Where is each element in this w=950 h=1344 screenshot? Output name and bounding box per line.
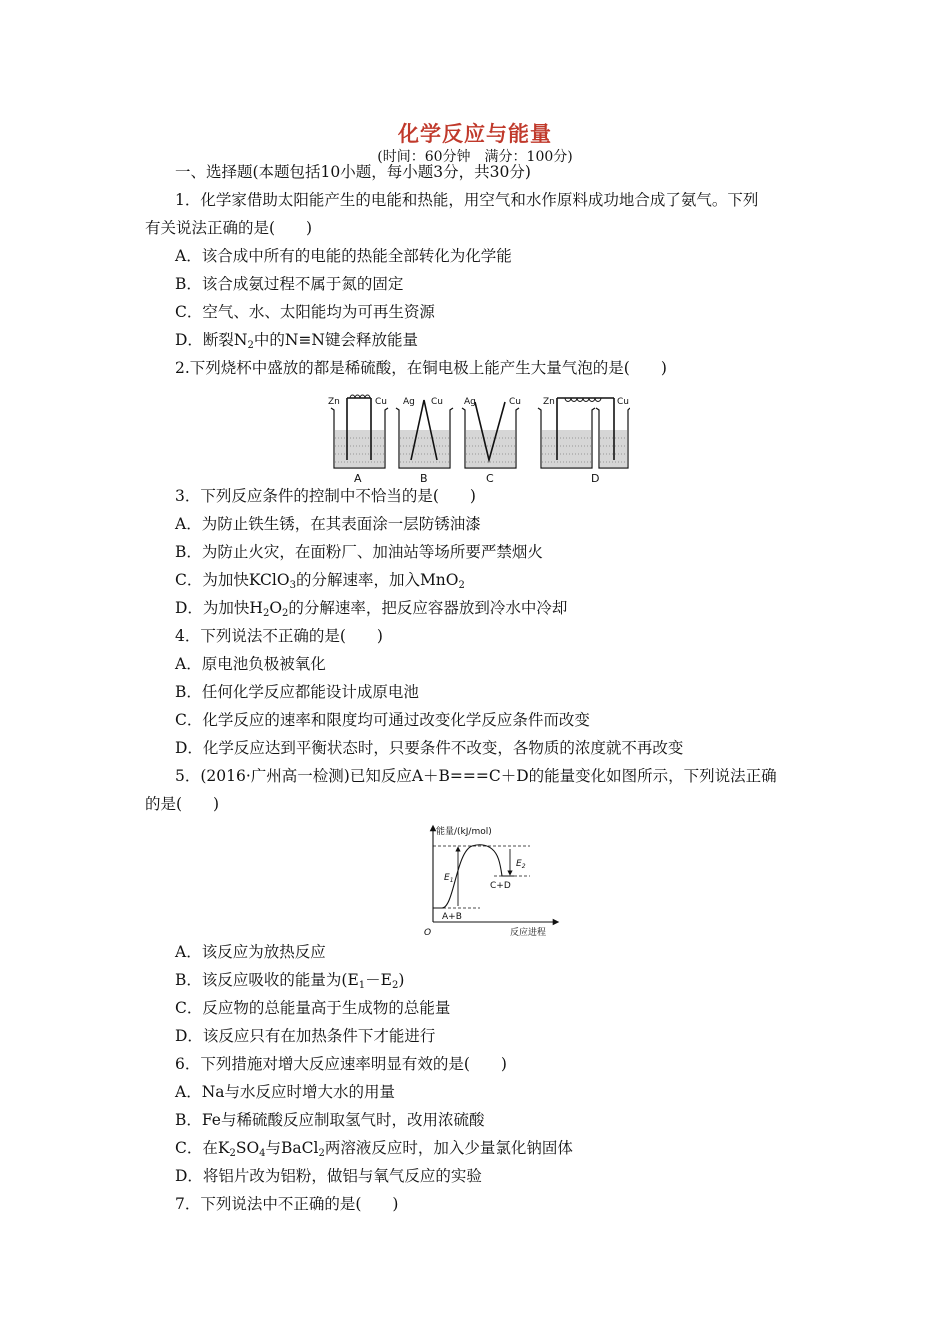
q3-option-a: A．为防止铁生锈，在其表面涂一层防锈油漆 [175, 515, 481, 533]
e1-label: $E_1$ [444, 873, 454, 884]
q4-option-c: C．化学反应的速率和限度均可通过改变化学反应条件而改变 [175, 711, 590, 729]
q1-stem-line2: 有关说法正确的是( ) [145, 219, 313, 237]
q4-stem: 4．下列说法不正确的是( ) [175, 627, 383, 645]
q5-option-c: C．反应物的总能量高于生成物的总能量 [175, 999, 451, 1017]
electrode-label: Ag [403, 397, 415, 407]
x-axis-label: 反应进程 [510, 928, 547, 938]
electrode-label: Zn [543, 397, 555, 407]
q2-stem: 2.下列烧杯中盛放的都是稀硫酸，在铜电极上能产生大量气泡的是( ) [175, 359, 667, 377]
section-heading: 一、选择题(本题包括10小题，每小题3分，共30分) [175, 163, 531, 181]
q6-option-b: B．Fe与稀硫酸反应制取氢气时，改用浓硫酸 [175, 1111, 485, 1129]
energy-diagram [420, 822, 560, 940]
q7-stem: 7．下列说法中不正确的是( ) [175, 1195, 399, 1213]
q6-stem: 6．下列措施对增大反应速率明显有效的是( ) [175, 1055, 507, 1073]
q1-stem-line1: 1．化学家借助太阳能产生的电能和热能，用空气和水作原料成功地合成了氨气。下列 [175, 191, 759, 209]
q5-stem-line2: 的是( ) [145, 795, 220, 813]
q3-option-d: D．为加快$H_2O_2$的分解速率，把反应容器放到冷水中冷却 [175, 599, 568, 619]
reactants-label: A+B [442, 912, 462, 922]
electrode-label: Cu [431, 397, 443, 407]
figure-label-a: A [354, 472, 362, 485]
electrode-label: Zn [328, 397, 340, 407]
q1-option-c: C．空气、水、太阳能均为可再生资源 [175, 303, 435, 321]
q6-option-c: C．在$K_2SO_4$与BaCl$_2$两溶液反应时，加入少量氯化钠固体 [175, 1139, 573, 1159]
q5-option-d: D．该反应只有在加热条件下才能进行 [175, 1027, 436, 1045]
electrode-label: Ag [464, 397, 476, 407]
q3-option-b: B．为防止火灾，在面粉厂、加油站等场所要严禁烟火 [175, 543, 543, 561]
q1-option-d: D．断裂$N_2$中的N≡N键会释放能量 [175, 331, 418, 351]
electrode-label: Cu [375, 397, 387, 407]
q3-option-c: C．为加快KClO$_3$的分解速率，加入MnO$_2$ [175, 571, 465, 591]
document-subtitle: (时间：60分钟 满分：100分) [377, 149, 573, 165]
document-title: 化学反应与能量 [398, 121, 552, 146]
beakers-figure [325, 390, 630, 488]
q4-option-b: B．任何化学反应都能设计成原电池 [175, 683, 419, 701]
electrode-label: Cu [509, 397, 521, 407]
q6-option-d: D．将铝片改为铝粉，做铝与氧气反应的实验 [175, 1167, 482, 1185]
products-label: C+D [490, 881, 511, 891]
figure-label-c: C [486, 472, 494, 485]
q5-option-a: A．该反应为放热反应 [175, 943, 326, 961]
q1-option-b: B．该合成氨过程不属于氮的固定 [175, 275, 404, 293]
figure-label-b: B [420, 472, 428, 485]
electrode-label: Cu [617, 397, 629, 407]
e2-label: $E_2$ [516, 859, 526, 870]
q5-option-b: B．该反应吸收的能量为$(E_1-E_2)$ [175, 971, 405, 991]
q4-option-d: D．化学反应达到平衡状态时，只要条件不改变，各物质的浓度就不再改变 [175, 739, 684, 757]
origin-label: O [424, 928, 432, 938]
q1-option-a: A．该合成中所有的电能的热能全部转化为化学能 [175, 247, 512, 265]
q5-stem-line1: 5．(2016·广州高一检测)已知反应A＋B===C＋D的能量变化如图所示，下列说法正确 [175, 767, 777, 785]
figure-label-d: D [591, 472, 600, 485]
q3-stem: 3．下列反应条件的控制中不恰当的是( ) [175, 487, 476, 505]
q6-option-a: A．Na与水反应时增大水的用量 [175, 1083, 395, 1101]
y-axis-label: 能量/(kJ/mol) [436, 827, 492, 837]
q4-option-a: A．原电池负极被氧化 [175, 655, 326, 673]
